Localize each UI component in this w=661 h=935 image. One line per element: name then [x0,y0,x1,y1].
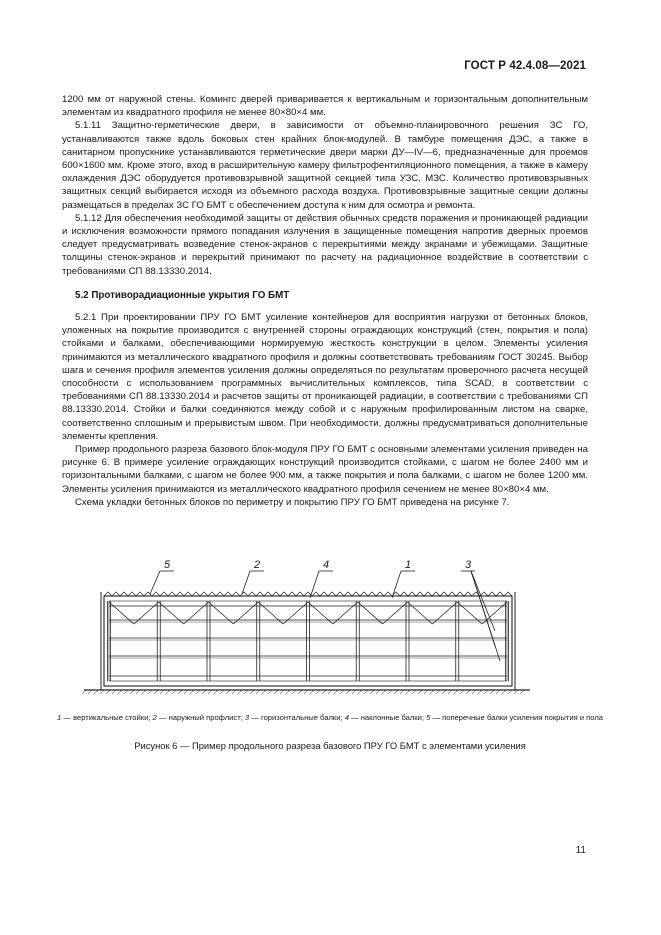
legend-number: 5 [426,713,431,722]
paragraph-figure-7-ref: Схема укладки бетонных блоков по периметру и покрытию ПРУ ГО БМТ приведена на рисунке 7. [75,496,510,508]
inclined-beam [184,602,209,624]
inclined-beam [209,602,234,624]
legend-text: — поперечные балки усиления покрытия и пола [430,713,603,722]
inclined-beam [109,602,134,624]
legend-text: — горизонтальные балки; [249,713,345,722]
inclined-beam [258,602,283,624]
inclined-beam [333,602,358,624]
paragraph-5-2-1: 5.2.1 При проектировании ПРУ ГО БМТ усиление контейнеров для восприятия нагрузки от бетонных блоков, уложенных на покрытие производится с внутренней стороны ограждающих конструкций (стен, покрытия и пола) стойками и балками, обеспечивающими нормируемую жесткость конструкции в целом. Элементы усиления принимаются из металлического квадратного профиля и должны соответствовать требованиям ГОСТ 30245. Выбор шага и сечения профиля элементов усиления должны определяться по результатам проверочного расчета несущей способности с использованием программных вычислительных комплексов, типа SCAD, в соответствии с требованиями СП 88.13330.2014 и расчетов защиты от проникающей радиации, в соответствии с требованиями СП 88.13330.2014. Стойки и балки соединяются между собой и с наружным профилированным листом на сварке, соответственно сплошным и прерывистым швом. При необходимости, должны предусматриваться дополнительные элементы крепления. [62,312,588,442]
inclined-beam [383,602,408,624]
roof-profile-sheet [104,592,512,596]
callout-label: 3 [465,559,472,571]
inner-wall [109,601,507,681]
standard-header: ГОСТ Р 42.4.08—2021 [464,60,586,72]
page-number: 11 [575,845,586,856]
callout-label: 2 [254,559,261,571]
paragraph-figure-6-ref: Пример продольного разреза базового блок-модуля ПРУ ГО БМТ с основными элементами усиления приведен на рисунке 6. В примере усиление ограждающих конструкций производится стойками, с шагом не более 2400 мм и горизонтальными балками, с шагом не более 900 мм, а также покрытия и пола балками, с шагом не более 1200 мм. Элементы усиления принимаются из металлического квадратного профиля сечением не менее 80×80×4 мм. [62,444,588,495]
inclined-beam [432,602,457,624]
inclined-beam [482,602,507,624]
body-text [62,93,588,509]
legend-number: 2 [152,713,157,722]
legend-number: 3 [244,713,250,722]
inclined-beam [408,602,433,624]
paragraph-5-1-12: 5.1.12 Для обеспечения необходимой защиты от действия обычных средств поражения и проникающей радиации и исключения возможности прямого попадания излучения в защищенные помещения напротив дверных проемов следует предусматривать возведение стенок-экранов с перекрытиями между экранами и убежищами. Защитные толщины стенок-экранов и перекрытий принимают по расчету на радиационное воздействие в соответствии с требованиями СП 88.13330.2014. [62,212,588,277]
container-frame [82,592,530,694]
figure-legend [50,712,610,723]
inclined-beam [358,602,383,624]
paragraph-5-1-11: 5.1.11 Защитно-герметические двери, в зависимости от объемно-планировочного решения ЗС ГО, устанавливаются также вдоль боковых стен крайних блок-модулей. В тамбуре помещения ДЭС, а также в санитарном пропускнике устанавливаются герметические двери марки ДУ—IV—6, предназначенные для проемов 600×1600 мм. Кроме этого, вход в расширительную камеру фильтрофентиляционного помещения, а также в камеру охлаждения ДЭС оборудуется противовзрывной защитной секцией типа УЗС, МЗС. Количество противовзрывных защитных секций выбирается исходя из объемного расхода воздуха. Противовзрывные защитные секции должны размещаться в пределах ЗС ГО БМТ с обеспечением доступа к ним для осмотра и ремонта. [62,120,588,211]
inclined-beam [457,602,482,624]
inclined-beam [159,602,184,624]
legend-number: 4 [344,713,349,722]
legend-number: 1 [57,713,62,722]
outer-wall [104,596,512,686]
paragraph: 1200 мм от наружной стены. Комингс дверей приваривается к вертикальным и горизонтальным дополнительным элементам из квадратного профиля не менее 80×80×4 мм. [62,94,588,119]
inclined-beam [283,602,308,624]
inclined-beam [134,602,159,624]
legend-text: — наклонные балки; [348,713,427,722]
legend-text: — вертикальные стойки; [61,713,153,722]
callout-label: 4 [323,559,330,571]
figure-caption: Рисунок 6 — Пример продольного разреза базового ПРУ ГО БМТ с элементами усиления [134,740,526,751]
legend-text: — наружный профлист; [156,713,245,722]
callout-label: 1 [405,559,412,571]
callout-label: 5 [164,559,171,571]
inclined-beam [308,602,333,624]
section-heading: 5.2 Противорадиационные укрытия ГО БМТ [75,289,290,301]
figure-6-drawing [82,556,532,706]
inclined-beam [233,602,258,624]
